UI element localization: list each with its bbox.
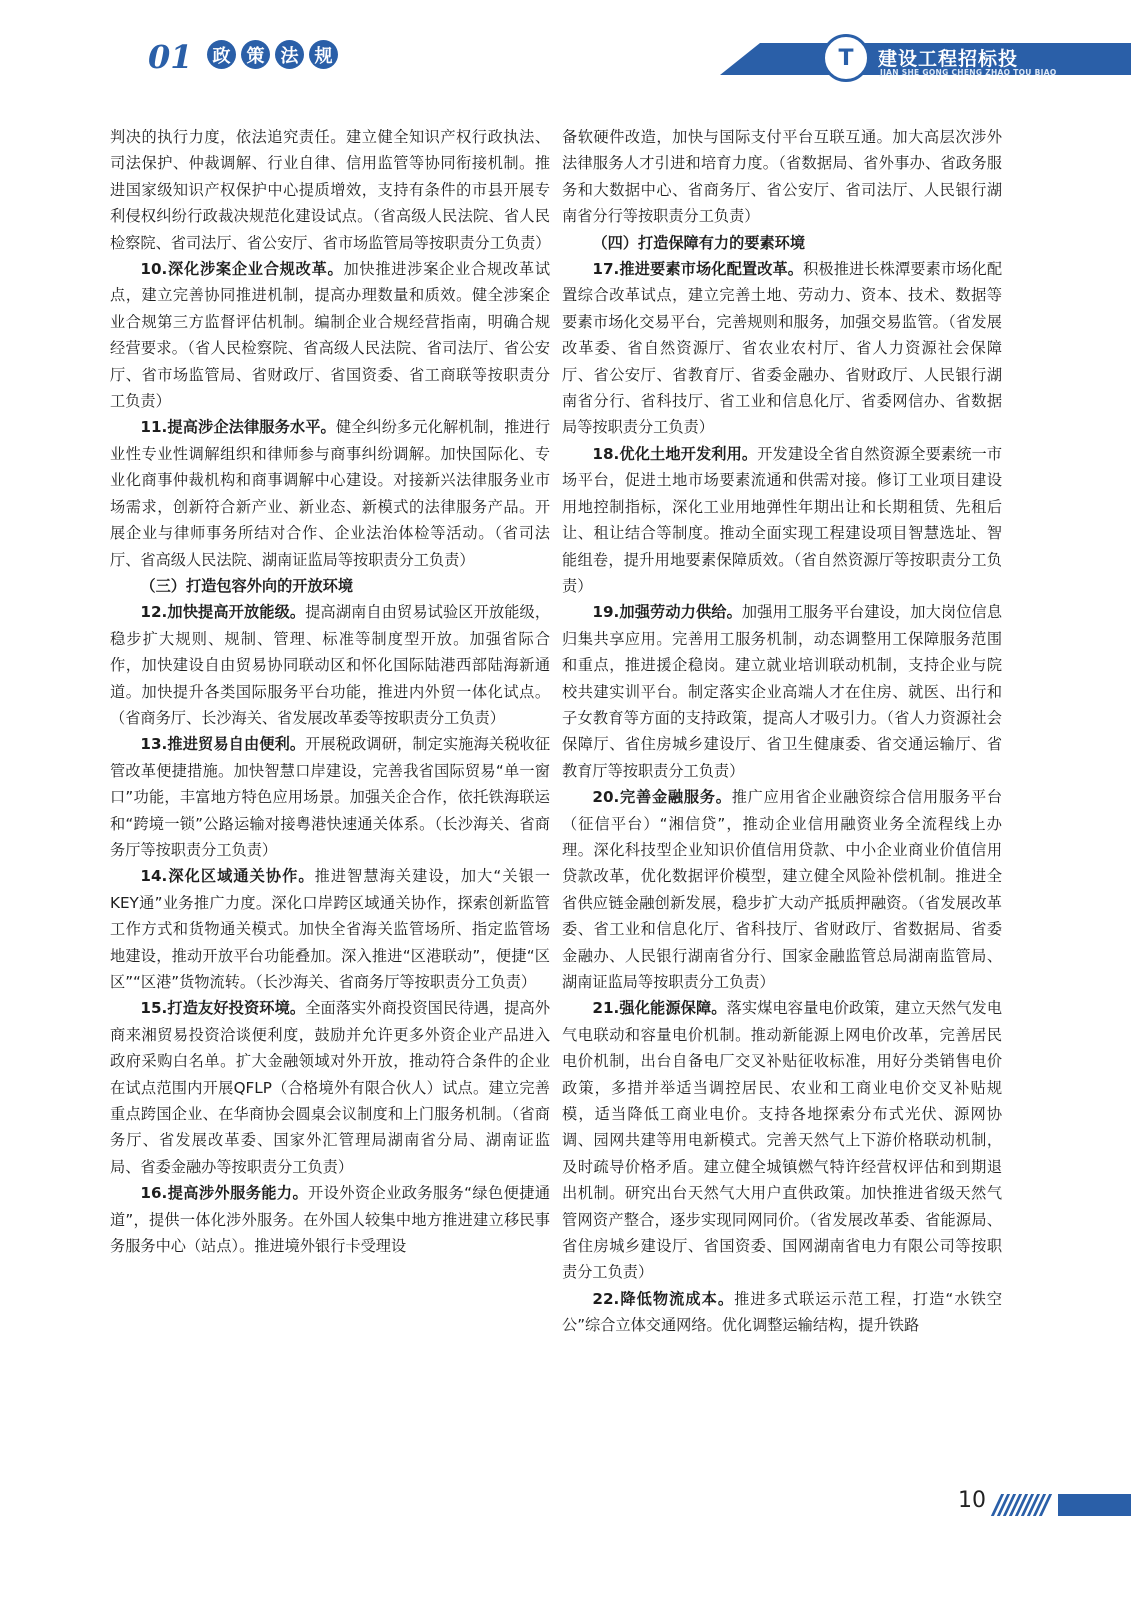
paragraph-body: 积极推进长株潭要素市场化配置综合改革试点，建立完善土地、劳动力、资本、技术、数据等要素市场化交易平台，完善规则和服务，加强交易监管。（省发展改革委、省自然资源厅、省农业农村厅、省人力资源社会保障厅、省公安厅、省教育厅、省委金融办、省财政厅、人民银行湖南省分行、省科技厅、省工业和信息化厅、省委网信办、省数据局等按职责分工负责） (562, 260, 1003, 437)
paragraph (110, 863, 550, 995)
paragraph-heading: 20.完善金融服务。 (592, 788, 732, 807)
paragraph (562, 1286, 1002, 1339)
paragraph-heading: 10.深化涉案企业合规改革。 (140, 260, 344, 279)
paragraph (110, 731, 550, 863)
paragraph-body: 落实煤电容量电价政策，建立天然气发电气电联动和容量电价机制。推动新能源上网电价改革，完善居民电价机制，出台自备电厂交叉补贴征收标准，用好分类销售电价政策，多措并举适当调控居民、农业和工商业电价交叉补贴规模，适当降低工商业电价。支持各地探索分布式光伏、源网协调、园网共建等用电新模式。完善天然气上下游价格联动机制，及时疏导价格矛盾。建立健全城镇燃气特许经营权评估和到期退出机制。研究出台天然气大用户直供政策。加快推进省级天然气管网资产整合，逐步实现同网同价。（省发展改革委、省能源局、省住房城乡建设厅、省国资委、国网湖南省电力有限公司等按职责分工负责） (562, 999, 1003, 1282)
paragraph (562, 599, 1002, 784)
paragraph (562, 441, 1002, 599)
section-title-char: 法 (275, 40, 304, 69)
footer-bar (1058, 1494, 1131, 1516)
paragraph (110, 599, 550, 731)
paragraph-heading: 19.加强劳动力供给。 (592, 603, 742, 622)
paragraph-body: 开展税政调研，制定实施海关税收征管改革便捷措施。加快智慧口岸建设，完善我省国际贸易“单一窗口”功能，丰富地方特色应用场景。加强关企合作，依托铁海联运和“跨境一锁”公路运输对接粤港快速通关体系。（长沙海关、省商务厅等按职责分工负责） (110, 735, 551, 859)
paragraph (110, 256, 550, 414)
section-title (207, 40, 338, 69)
paragraph (110, 995, 550, 1180)
section-title-char: 策 (241, 40, 270, 69)
footer-stripes (996, 1494, 1047, 1516)
right-column (562, 124, 1002, 1339)
paragraph-body: 开设外资企业政务服务“绿色便捷通道”，提供一体化涉外服务。在外国人较集中地方推进建立移民事务服务中心（站点）。推进境外银行卡受理设 (110, 1184, 551, 1256)
paragraph-body: 提高湖南自由贸易试验区开放能级，稳步扩大规则、规制、管理、标准等制度型开放。加强省际合作，加快建设自由贸易协同联动区和怀化国际陆港西部陆海新通道。加快提升各类国际服务平台功能，推进内外贸一体化试点。（省商务厅、长沙海关、省发展改革委等按职责分工负责） (110, 603, 551, 727)
paragraph-heading: 16.提高涉外服务能力。 (140, 1184, 309, 1203)
publication-logo-icon: T (822, 34, 870, 82)
paragraph-heading: 18.优化土地开发利用。 (592, 444, 758, 463)
paragraph-heading: 17.推进要素市场化配置改革。 (592, 260, 804, 279)
section-heading: （三）打造包容外向的开放环境 (140, 576, 354, 595)
paragraph: 备软硬件改造，加快与国际支付平台互联互通。加大高层次涉外法律服务人才引进和培育力度。（省数据局、省外事办、省政务服务和大数据中心、省商务厅、省公安厅、省司法厅、人民银行湖南省分行等按职责分工负责） (562, 128, 1002, 226)
publication-title: 建设工程招标投 (878, 48, 1019, 70)
paragraph-body: 全面落实外商投资国民待遇，提高外商来湘贸易投资洽谈便利度，鼓励并允许更多外资企业产品进入政府采购白名单。扩大金融领域对外开放，推动符合条件的企业在试点范围内开展QFLP（合格境外有限合伙人）试点。建立完善重点跨国企业、在华商协会圆桌会议制度和上门服务机制。（省商务厅、省发展改革委、国家外汇管理局湖南省分局、湖南证监局、省委金融办等按职责分工负责） (110, 999, 551, 1176)
paragraph-body: 加强用工服务平台建设，加大岗位信息归集共享应用。完善用工服务机制，动态调整用工保障服务范围和重点，推进援企稳岗。建立就业培训联动机制，支持企业与院校共建实训平台。制定落实企业高端人才在住房、就医、出行和子女教育等方面的支持政策，提高人才吸引力。（省人力资源社会保障厅、省住房城乡建设厅、省卫生健康委、省交通运输厅、省教育厅等按职责分工负责） (562, 603, 1003, 780)
paragraph-body: 推进智慧海关建设，加大“关银一KEY通”业务推广力度。深化口岸跨区域通关协作，探索创新监管工作方式和货物通关模式。加快全省海关监管场所、指定监管场地建设，推动开放平台功能叠加。深入推进“区港联动”，便捷“区区”“区港”货物流转。（长沙海关、省商务厅等按职责分工负责） (110, 867, 551, 991)
paragraph-body: 开发建设全省自然资源全要素统一市场平台，促进土地市场要素流通和供需对接。修订工业项目建设用地控制指标，深化工业用地弹性年期出让和长期租赁、先租后让、租让结合等制度。推动全面实现工程建设项目智慧选址、智能组卷，提升用地要素保障质效。（省自然资源厅等按职责分工负责） (562, 444, 1003, 595)
paragraph (562, 784, 1002, 995)
paragraph: 判决的执行力度，依法追究责任。建立健全知识产权行政执法、司法保护、仲裁调解、行业自律、信用监管等协同衔接机制。推进国家级知识产权保护中心提质增效，支持有条件的市县开展专利侵权纠纷行政裁决规范化建设试点。（省高级人民法院、省人民检察院、省司法厅、省公安厅、省市场监管局等按职责分工负责） (110, 128, 551, 252)
paragraph-heading: 22.降低物流成本。 (592, 1289, 735, 1308)
page-number: 10 (958, 1488, 986, 1513)
section-title-char: 政 (207, 40, 236, 69)
paragraph-heading: 14.深化区域通关协作。 (140, 867, 315, 886)
paragraph-body: 健全纠纷多元化解机制，推进行业性专业性调解组织和律师参与商事纠纷调解。加快国际化、专业化商事仲裁机构和商事调解中心建设。对接新兴法律服务业市场需求，创新符合新产业、新业态、新模式的法律服务产品。开展企业与律师事务所结对合作、企业法治体检等活动。（省司法厅、省高级人民法院、湖南证监局等按职责分工负责） (110, 418, 551, 569)
paragraph-heading: 15.打造友好投资环境。 (140, 999, 306, 1018)
publication-subtitle: JIAN SHE GONG CHENG ZHAO TOU BIAO (880, 68, 1057, 77)
paragraph-heading: 21.强化能源保障。 (592, 999, 727, 1018)
section-number: 01 (148, 38, 193, 76)
paragraph-heading: 11.提高涉企法律服务水平。 (140, 418, 336, 437)
paragraph-heading: 12.加快提高开放能级。 (140, 603, 306, 622)
page-header (0, 0, 1131, 100)
paragraph (110, 414, 550, 572)
paragraph-body: 推进多式联运示范工程，打造“水铁空公”综合立体交通网络。优化调整运输结构，提升铁路 (562, 1289, 1003, 1335)
paragraph (562, 995, 1002, 1285)
paragraph (562, 256, 1002, 441)
paragraph-body: 加快推进涉案企业合规改革试点，建立完善协同推进机制，提高办理数量和质效。健全涉案企业合规第三方监督评估机制。编制企业合规经营指南，明确合规经营要求。（省人民检察院、省高级人民法院、省司法厅、省公安厅、省市场监管局、省财政厅、省国资委、省工商联等按职责分工负责） (110, 260, 551, 411)
left-column (110, 124, 550, 1259)
section-heading: （四）打造保障有力的要素环境 (592, 233, 806, 252)
section-title-char: 规 (309, 40, 338, 69)
paragraph-body: 推广应用省企业融资综合信用服务平台（征信平台）“湘信贷”，推动企业信用融资业务全流程线上办理。深化科技型企业知识价值信用贷款、中小企业商业价值信用贷款改革，优化数据评价模型，建立健全风险补偿机制。推进全省供应链金融创新发展，稳步扩大动产抵质押融资。（省发展改革委、省工业和信息化厅、省科技厅、省财政厅、省数据局、省委金融办、人民银行湖南省分行、国家金融监管总局湖南监管局、湖南证监局等按职责分工负责） (562, 788, 1003, 991)
paragraph (110, 1180, 550, 1259)
paragraph-heading: 13.推进贸易自由便利。 (140, 735, 306, 754)
